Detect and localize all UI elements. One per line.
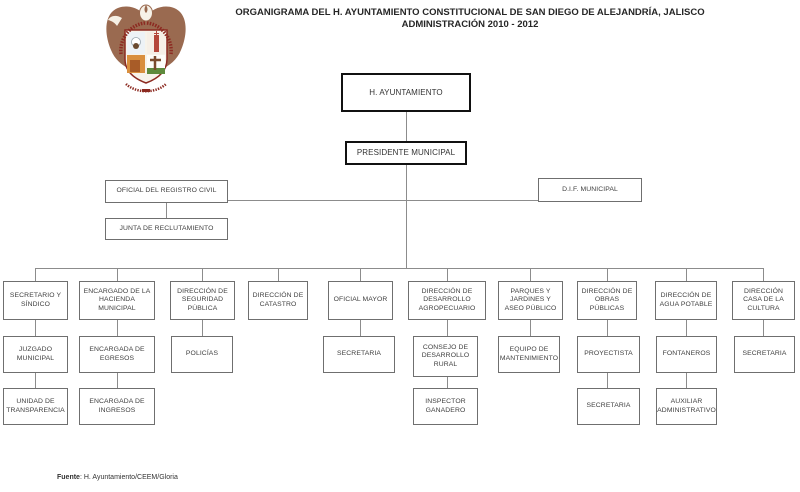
org-node-label: PARQUES Y JARDINES Y ASEO PÚBLICO <box>504 287 557 312</box>
org-node-label: OFICIAL MAYOR <box>333 296 388 304</box>
org-node-fontaneros <box>656 336 717 373</box>
org-node-casa-cultura <box>732 281 795 320</box>
org-node-desarrollo-agropecuario <box>408 281 486 320</box>
org-node-label: SECRETARIA <box>337 350 381 358</box>
connector-line <box>406 112 407 141</box>
org-node-secretaria-obras <box>577 388 640 425</box>
connector-line <box>35 320 36 336</box>
page-title <box>140 7 800 31</box>
org-node-label: DIRECCIÓN DE DESARROLLO AGROPECUARIO <box>418 287 476 312</box>
org-node-label: OFICIAL DEL REGISTRO CIVIL <box>116 187 217 195</box>
connector-line <box>607 373 608 388</box>
org-node-label: DIRECCIÓN CASA DE LA CULTURA <box>743 287 784 312</box>
org-node-label: ENCARGADA DE INGRESOS <box>89 398 145 414</box>
org-node-proyectista <box>577 336 640 373</box>
org-node-secretario-sindico <box>3 281 68 320</box>
page-title-line2: ADMINISTRACIÓN 2010 - 2012 <box>401 19 539 31</box>
connector-line <box>406 165 407 268</box>
org-node-label: DIRECCIÓN DE SEGURIDAD PÚBLICA <box>177 287 228 312</box>
org-node-juzgado-municipal <box>3 336 68 373</box>
org-node-label: CONSEJO DE DESARROLLO RURAL <box>421 343 470 368</box>
connector-line <box>607 268 608 281</box>
org-node-secretaria-cultura <box>734 336 795 373</box>
connector-line <box>686 268 687 281</box>
connector-line <box>530 320 531 336</box>
org-node-agua-potable <box>655 281 717 320</box>
org-node-label: FONTANEROS <box>662 350 711 358</box>
connector-line <box>35 268 763 269</box>
org-node-label: EQUIPO DE MANTENIMIENTO <box>499 346 559 362</box>
org-node-label: H. AYUNTAMIENTO <box>369 87 443 97</box>
org-node-oficial-mayor <box>328 281 393 320</box>
org-node-consejo-desarrollo-rural <box>413 336 478 377</box>
connector-line <box>228 200 538 201</box>
org-node-obras-publicas <box>577 281 637 320</box>
org-node-label: UNIDAD DE TRANSPARENCIA <box>6 398 65 414</box>
org-node-encargada-ingresos <box>79 388 155 425</box>
org-node-label: POLICÍAS <box>185 350 219 358</box>
org-node-dif-municipal <box>538 178 642 202</box>
org-node-label: PROYECTISTA <box>584 350 633 358</box>
connector-line <box>35 373 36 388</box>
org-node-label: INSPECTOR GANADERO <box>425 398 466 414</box>
org-node-unidad-transparencia <box>3 388 68 425</box>
connector-line <box>360 320 361 336</box>
org-node-label: SECRETARIA <box>586 402 631 410</box>
connector-line <box>530 268 531 281</box>
connector-line <box>686 320 687 336</box>
org-node-label: D.I.F. MUNICIPAL <box>562 185 618 193</box>
org-node-encargada-egresos <box>79 336 155 373</box>
org-node-label: DIRECCIÓN DE OBRAS PÚBLICAS <box>581 287 633 312</box>
org-node-oficial-registro-civil <box>105 180 228 203</box>
org-node-label: JUNTA DE RECLUTAMIENTO <box>119 224 214 232</box>
connector-line <box>447 320 448 336</box>
connector-line <box>763 320 764 336</box>
connector-line <box>202 320 203 336</box>
org-node-label: SECRETARIA <box>742 350 787 358</box>
connector-line <box>117 268 118 281</box>
org-node-label: ENCARGADO DE LA HACIENDA MUNICIPAL <box>83 287 151 312</box>
page-title-line1: ORGANIGRAMA DEL H. AYUNTAMIENTO CONSTITUCIONAL DE SAN DIEGO DE ALEJANDRÍA, JALISCO <box>235 7 705 18</box>
connector-line <box>447 377 448 388</box>
org-node-label: SECRETARIO Y SÍNDICO <box>9 292 62 308</box>
org-node-seguridad-publica <box>170 281 235 320</box>
connector-line <box>35 268 36 281</box>
org-node-parques-jardines <box>498 281 563 320</box>
org-node-label: AUXILIAR ADMINISTRATIVO <box>657 398 716 414</box>
org-node-label: JUZGADO MUNICIPAL <box>16 346 55 362</box>
connector-line <box>686 373 687 388</box>
connector-line <box>763 268 764 281</box>
org-node-inspector-ganadero <box>413 388 478 425</box>
org-node-equipo-mantenimiento <box>498 336 560 373</box>
org-node-label: ENCARGADA DE EGRESOS <box>89 346 145 362</box>
org-node-label: DIRECCIÓN DE CATASTRO <box>252 292 304 308</box>
org-node-ayuntamiento <box>341 73 471 112</box>
org-node-secretaria-oficial-mayor <box>323 336 395 373</box>
org-node-auxiliar-administrativo <box>656 388 717 425</box>
connector-line <box>166 203 167 218</box>
source-note-text: : H. Ayuntamiento/CEEM/Gloria <box>79 474 178 481</box>
source-note-label: Fuente <box>57 474 80 481</box>
connector-line <box>202 268 203 281</box>
org-node-policias <box>171 336 233 373</box>
source-note <box>57 474 178 481</box>
org-node-presidente-municipal <box>345 141 467 165</box>
org-node-junta-reclutamiento <box>105 218 228 240</box>
org-node-hacienda-municipal <box>79 281 155 320</box>
connector-line <box>278 268 279 281</box>
org-node-catastro <box>248 281 308 320</box>
connector-line <box>117 320 118 336</box>
org-node-label: DIRECCIÓN DE AGUA POTABLE <box>659 292 713 308</box>
org-node-label: PRESIDENTE MUNICIPAL <box>356 148 456 157</box>
connector-line <box>447 268 448 281</box>
connector-line <box>360 268 361 281</box>
connector-line <box>117 373 118 388</box>
connector-line <box>607 320 608 336</box>
